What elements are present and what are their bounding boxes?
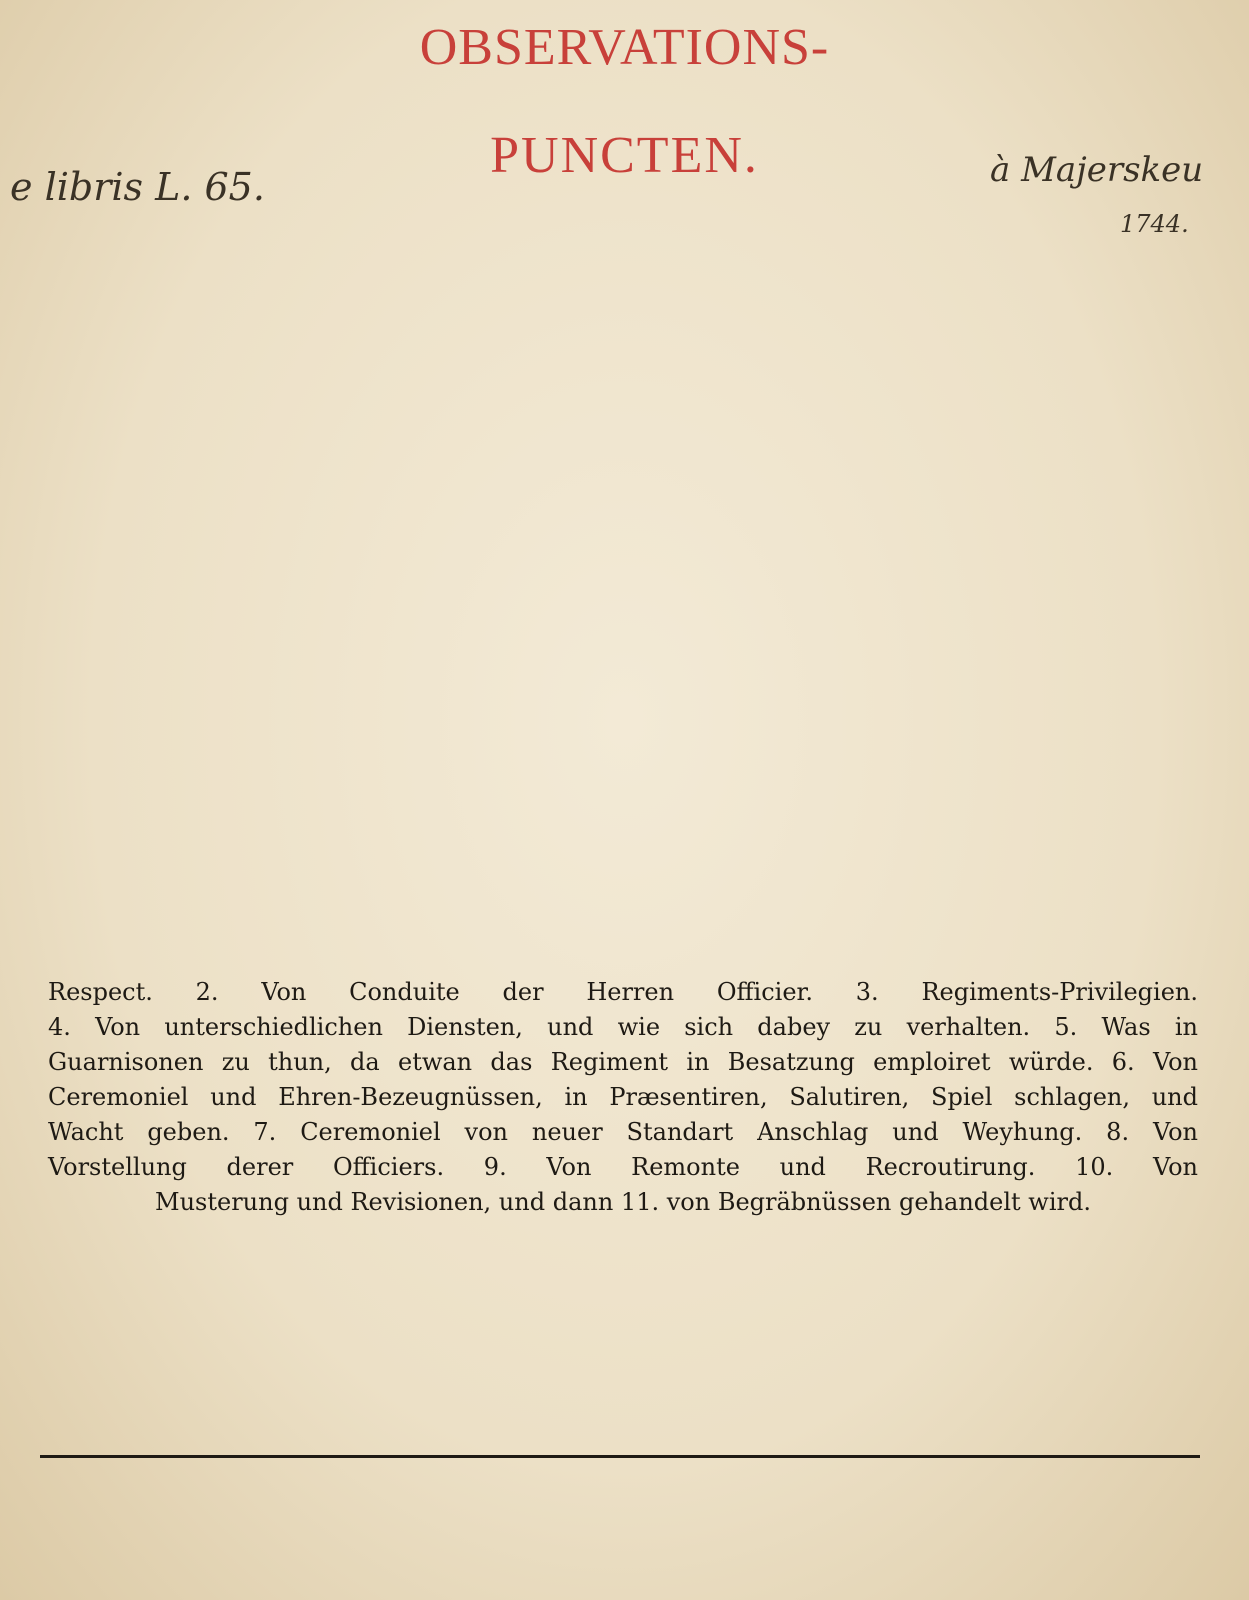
divider-rule [40,1455,1200,1458]
contents-row: Guarnisonen zu thun, da etwan das Regiment in Besatzung emploiret würde. 6. Von [48,1048,1198,1076]
handwritten-year: 1744. [1120,210,1189,238]
handwritten-provenance: à Majerskeu [990,150,1204,190]
contents-row: Musterung und Revisionen, und dann 11. von Begräbnüssen gehandelt wird. [155,1188,1091,1216]
handwritten-ex-libris: e libris L. 65. [10,165,265,209]
title-line-2: PUNCTEN. [490,127,759,184]
title-line-1: OBSERVATIONS- [419,19,830,76]
part2-contents [48,975,1198,1220]
contents-row: Ceremoniel und Ehren-Bezeugnüssen, in Præsentiren, Salutiren, Spiel schlagen, und [48,1083,1198,1111]
contents-row: Vorstellung derer Officiers. 9. Von Remonte und Recroutirung. 10. Von [48,1153,1198,1181]
contents-row: 4. Von unterschiedlichen Diensten, und wie sich dabey zu verhalten. 5. Was in [48,1013,1198,1041]
contents-row: Wacht geben. 7. Ceremoniel von neuer Standart Anschlag und Weyhung. 8. Von [48,1118,1198,1146]
contents-row: Respect. 2. Von Conduite der Herren Officier. 3. Regiments-Privilegien. [48,978,1198,1006]
